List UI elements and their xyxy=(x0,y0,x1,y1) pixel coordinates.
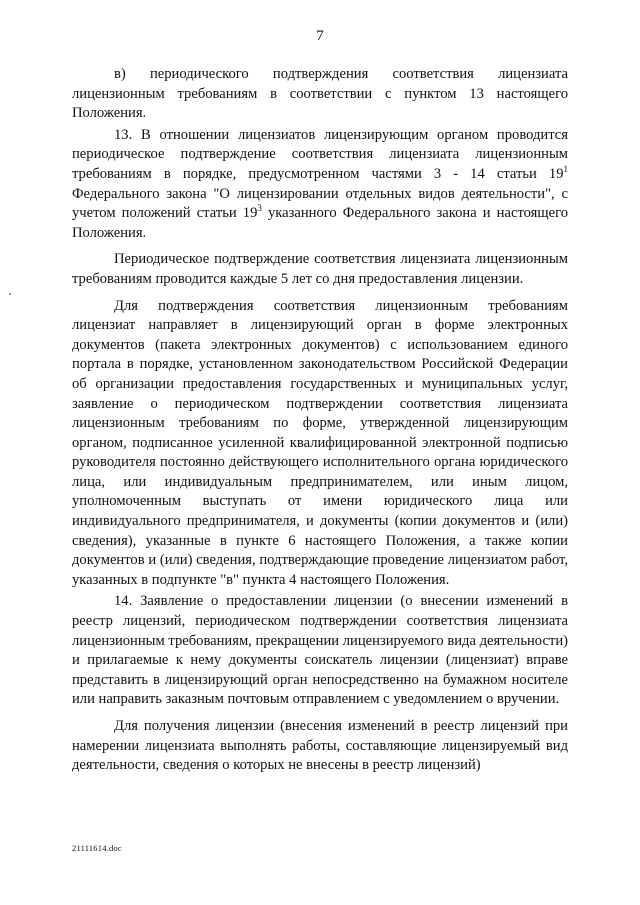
paragraph-13-text-1: 13. В отношении лицензиатов лицензирующим органом проводится периодическое подтверждение соответствия лицензиата лицензионным требованиям в порядке, предусмотренном частями 3 - 14 статьи 19 xyxy=(72,126,568,182)
superscript-3: 3 xyxy=(257,203,262,214)
paragraph-periodic-confirmation: Периодическое подтверждение соответствия лицензиата лицензионным требованиям проводится каждые 5 лет со дня предоставления лицензии. xyxy=(72,251,568,287)
margin-mark xyxy=(9,293,11,295)
paragraph-13-text-2: Федерального закона "О лицензировании отдельных видов деятельности", с учетом положений статьи 19 xyxy=(72,185,568,222)
page-number: 7 xyxy=(316,28,324,44)
paragraph-13-text-3: указанного Федерального закона и настоящего Положения. xyxy=(72,205,568,241)
paragraph-13 xyxy=(72,126,568,244)
paragraph-14: 14. Заявление о предоставлении лицензии (о внесении изменений в реестр лицензий, периодическом подтверждении соответствия лицензиата лицензионным требованиям, прекращении лицензируемого вида деятельности) и прилагаемые к нему документы соискатель лицензии (лицензиат) вправе представить в лицензирующий орган непосредственно на бумажном носителе или направить заказным почтовым отправлением с уведомлением о вручении. xyxy=(72,593,568,708)
paragraph-obtaining-license: Для получения лицензии (внесения изменений в реестр лицензий при намерении лицензиата выполнять работы, составляющие лицензируемый вид деятельности, сведения о которых не внесены в реестр лицензий) xyxy=(72,718,568,774)
superscript-1: 1 xyxy=(563,163,568,174)
paragraph-subitem-v: в) периодического подтверждения соответствия лицензиата лицензионным требованиям в соответствии с пунктом 13 настоящего Положения. xyxy=(72,66,568,122)
document-body xyxy=(72,65,568,776)
document-file-code: 21111614.doc xyxy=(72,843,122,853)
paragraph-confirmation-procedure: Для подтверждения соответствия лицензионным требованиям лицензиат направляет в лицензирующий орган в форме электронных документов (пакета электронных документов) с использованием единого портала в порядке, установленном законодательством Российской Федерации об организации предоставления государственных и муниципальных услуг, заявление о периодическом подтверждении соответствия лицензиата лицензионным требованиям по форме, утвержденной лицензирующим органом, подписанное усиленной квалифицированной электронной подписью руководителя постоянно действующего исполнительного органа юридического лица, или индивидуальным предпринимателем, или иным лицом, уполномоченным выступать от имени юридического лица или индивидуального предпринимателя, и документы (копии документов и (или) сведения), указанные в пункте 6 настоящего Положения, а также копии документов и (или) сведения, подтверждающие проведение лицензиатом работ, указанных в подпункте "в" пункта 4 настоящего Положения. xyxy=(72,297,568,588)
